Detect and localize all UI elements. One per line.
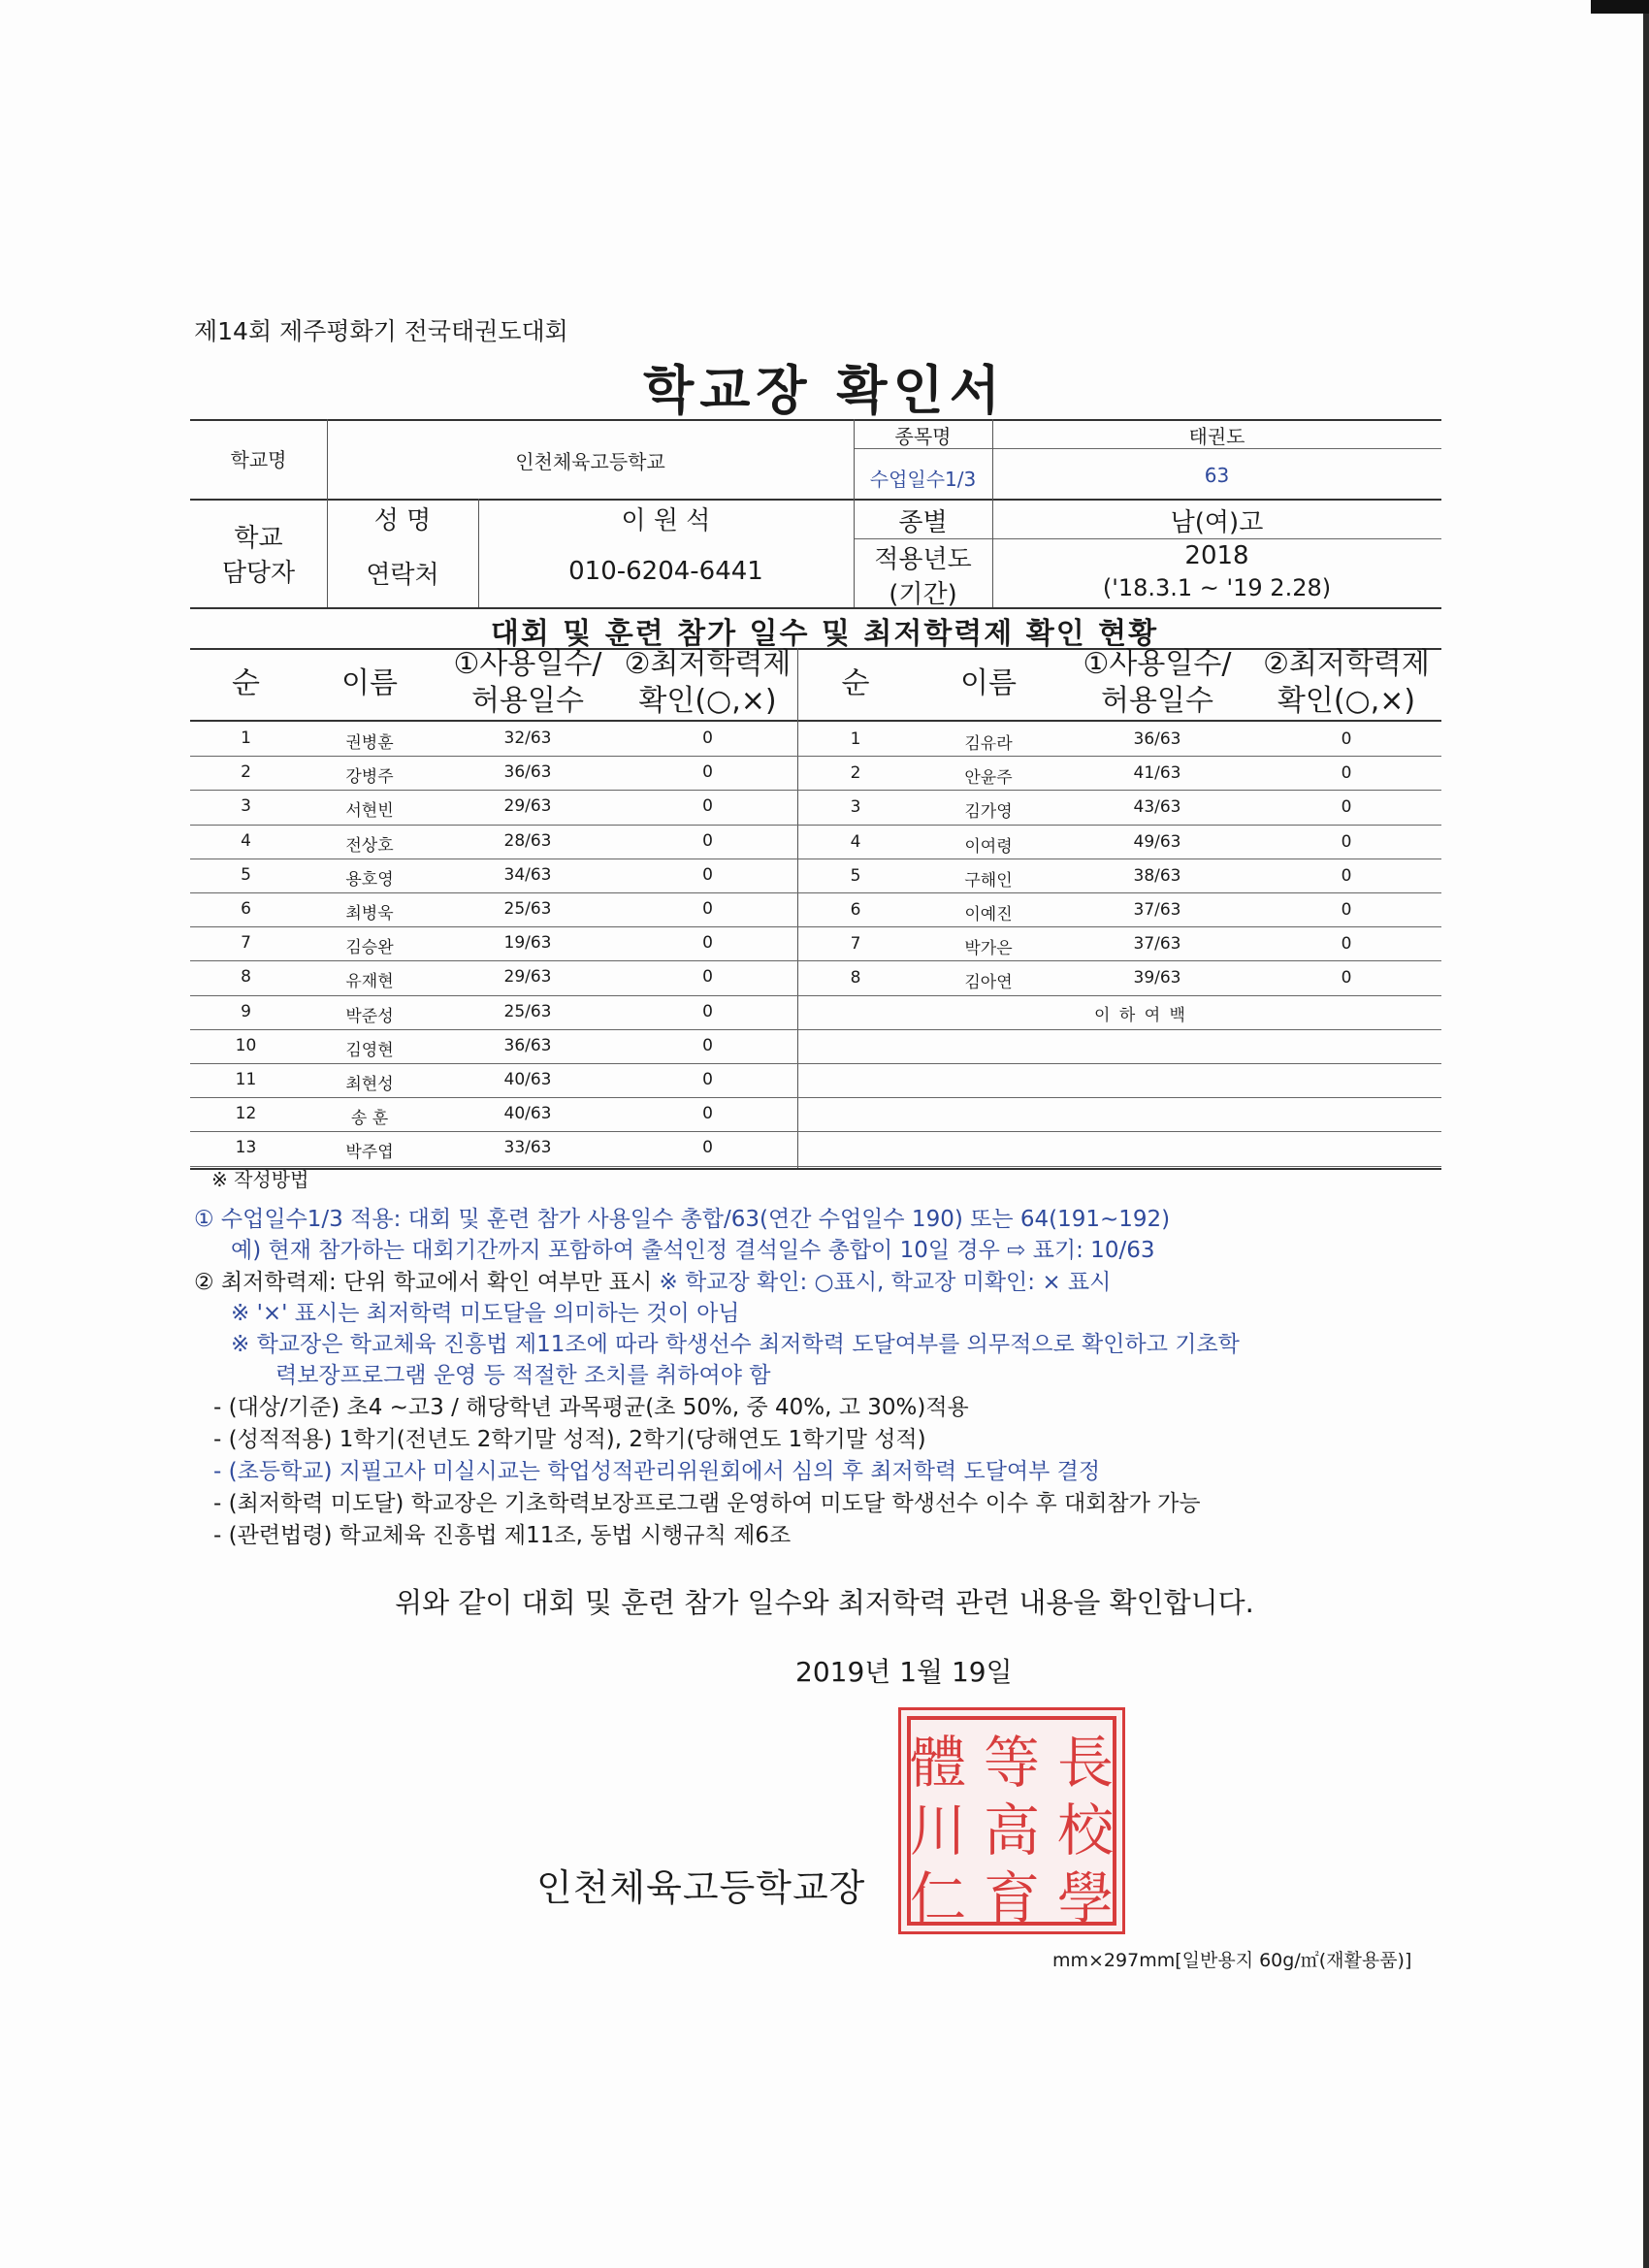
cell-name: 박주엽 xyxy=(345,1143,394,1163)
cell-no: 5 xyxy=(241,864,251,885)
cell-name: 안윤주 xyxy=(964,768,1013,789)
cell-no: 4 xyxy=(241,830,251,851)
note-2a-text: ② 최저학력제: 단위 학교에서 확인 여부만 표시 xyxy=(194,1270,653,1295)
year-label-2: (기간) xyxy=(889,580,957,609)
cell-days: 38/63 xyxy=(1133,865,1181,886)
row-divider xyxy=(190,926,1441,927)
manager-label: 학교 xyxy=(234,524,283,553)
seal-char: 高 xyxy=(983,1798,1041,1863)
cell-check: 0 xyxy=(702,796,713,817)
cell-days: 41/63 xyxy=(1133,763,1181,784)
row-divider xyxy=(190,825,1441,826)
rule xyxy=(190,720,1441,722)
cell-no: 13 xyxy=(235,1138,257,1158)
cell-no: 9 xyxy=(241,1001,251,1021)
col-no-right: 순 xyxy=(841,666,870,700)
name-label: 성 명 xyxy=(373,506,432,535)
col-name-right: 이름 xyxy=(960,666,1017,700)
row-divider xyxy=(190,1097,1441,1098)
cell-name: 구해인 xyxy=(964,870,1013,891)
cell-days: 37/63 xyxy=(1133,900,1181,920)
cell-name: 용호영 xyxy=(345,869,394,890)
cell-days: 36/63 xyxy=(503,1035,552,1055)
scan-edge-top xyxy=(1591,0,1649,14)
row-divider xyxy=(190,1029,1441,1030)
year-value: 2018 xyxy=(1184,541,1249,570)
cell-days: 29/63 xyxy=(503,796,552,817)
seal-char: 育 xyxy=(983,1865,1041,1931)
name-value: 이 원 석 xyxy=(621,506,711,535)
event-name: 제14회 제주평화기 전국태권도대회 xyxy=(194,317,568,345)
cell-days: 36/63 xyxy=(503,762,552,783)
cell-name: 이여령 xyxy=(964,836,1013,857)
cell-days: 43/63 xyxy=(1133,797,1181,818)
seal-char: 長 xyxy=(1056,1730,1115,1796)
confirm-statement: 위와 같이 대회 및 훈련 참가 일수와 최저학력 관련 내용을 확인합니다. xyxy=(395,1586,1254,1619)
note-1a: ① 수업일수1/3 적용: 대회 및 훈련 참가 사용일수 총합/63(연간 수업일수 190) 또는 64(191~192) xyxy=(194,1207,1171,1232)
cell-name: 최현성 xyxy=(345,1075,394,1094)
cell-no: 6 xyxy=(850,900,861,920)
col-days: ①사용일수/ xyxy=(453,647,602,681)
seal-char: 仁 xyxy=(909,1865,967,1931)
cell-days: 37/63 xyxy=(1133,934,1181,955)
row-divider xyxy=(190,995,1441,996)
col-min: ②최저학력제 xyxy=(624,647,792,681)
signer-name: 인천체육고등학교장 xyxy=(536,1866,866,1909)
cell-no: 7 xyxy=(241,933,251,954)
cell-no: 2 xyxy=(241,762,251,783)
seal-graphic xyxy=(901,1710,1122,1931)
col-min-2: 확인(○,×) xyxy=(638,684,777,718)
cell-check: 0 xyxy=(702,729,713,748)
cell-check: 0 xyxy=(1341,865,1352,886)
cell-name: 전상호 xyxy=(345,835,394,856)
paper-spec: mm×297mm[일반용지 60g/㎡(재활용품)] xyxy=(1052,1950,1412,1971)
note-1b: 예) 현재 참가하는 대회기간까지 포함하여 출석인정 결석일수 총합이 10일 경우 ⇨ 표기: 10/63 xyxy=(231,1238,1155,1263)
cell-name: 김승완 xyxy=(345,938,394,958)
cell-check: 0 xyxy=(1341,763,1352,784)
cell-no: 1 xyxy=(850,729,861,749)
cell-days: 34/63 xyxy=(503,864,552,885)
cell-days: 19/63 xyxy=(503,933,552,954)
cell-days: 49/63 xyxy=(1133,831,1181,852)
cell-days: 39/63 xyxy=(1133,968,1181,988)
cell-name: 송 훈 xyxy=(350,1109,389,1129)
col-min-right: ②최저학력제 xyxy=(1263,647,1430,681)
cell-check: 0 xyxy=(702,864,713,885)
cell-check: 0 xyxy=(702,1001,713,1021)
col-min-right-2: 확인(○,×) xyxy=(1277,684,1416,718)
cell-no: 3 xyxy=(241,796,251,817)
cell-check: 0 xyxy=(1341,934,1352,955)
cell-no: 7 xyxy=(850,934,861,955)
cell-no: 6 xyxy=(241,899,251,919)
cell-days: 29/63 xyxy=(503,967,552,988)
row-divider xyxy=(190,1063,1441,1064)
cell-name: 이예진 xyxy=(964,905,1013,924)
school-label: 학교명 xyxy=(230,448,287,471)
cell-days: 28/63 xyxy=(503,830,552,851)
cell-no: 12 xyxy=(235,1104,257,1124)
cell-check: 0 xyxy=(1341,900,1352,920)
row-divider xyxy=(190,790,1441,791)
row-divider xyxy=(190,756,1441,757)
note-2c: ※ 학교장은 학교체육 진흥법 제11조에 따라 학생선수 최저학력 도달여부를 의무적으로 확인하고 기초학 xyxy=(231,1332,1240,1357)
note-2a xyxy=(194,1264,1111,1296)
days-value: 63 xyxy=(1204,464,1230,487)
cell-check: 0 xyxy=(1341,729,1352,749)
cell-name: 박가은 xyxy=(964,939,1013,959)
cell-name: 김아연 xyxy=(964,973,1013,993)
cell-name: 김영현 xyxy=(345,1040,394,1060)
page-title: 학교장 확인서 xyxy=(643,360,1006,421)
cell-name: 강병주 xyxy=(345,767,394,788)
cell-name: 김가영 xyxy=(964,802,1013,823)
cell-name: 박준성 xyxy=(345,1006,394,1026)
cell-name: 김유라 xyxy=(964,734,1013,754)
section-title: 대회 및 훈련 참가 일수 및 최저학력제 확인 현황 xyxy=(490,617,1159,651)
cell-no: 10 xyxy=(235,1035,257,1055)
cell-no: 2 xyxy=(850,763,861,784)
row-divider xyxy=(190,1131,1441,1132)
cell-check: 0 xyxy=(1341,831,1352,852)
seal-char: 校 xyxy=(1056,1798,1115,1863)
cell-days: 40/63 xyxy=(503,1104,552,1124)
cell-check: 0 xyxy=(1341,797,1352,818)
school-value: 인천체육고등학교 xyxy=(515,450,665,473)
cell-check: 0 xyxy=(702,830,713,851)
col-days-2: 허용일수 xyxy=(471,684,584,718)
days-label: 수업일수1/3 xyxy=(869,468,977,491)
cell-no: 8 xyxy=(241,967,251,988)
cell-days: 32/63 xyxy=(503,729,552,748)
cell-check: 0 xyxy=(702,967,713,988)
col-days-right-2: 허용일수 xyxy=(1101,684,1213,718)
cell-no: 1 xyxy=(241,729,251,748)
cell-days: 33/63 xyxy=(503,1138,552,1158)
blank-note: 이 하 여 백 xyxy=(1094,1006,1187,1025)
cell-days: 36/63 xyxy=(1133,729,1181,749)
cell-name: 권병훈 xyxy=(345,733,394,753)
event-label: 종목명 xyxy=(894,425,952,448)
cell-name: 유재현 xyxy=(345,972,394,992)
detail-5: - (관련법령) 학교체육 진흥법 제11조, 동법 시행규칙 제6조 xyxy=(213,1523,792,1548)
notes-heading: ※ 작성방법 xyxy=(211,1168,309,1191)
rule xyxy=(190,1168,1441,1170)
contact-value: 010-6204-6441 xyxy=(568,557,763,586)
year-label: 적용년도 xyxy=(874,545,972,574)
detail-3: - (초등학교) 지필고사 미실시교는 학업성적관리위원회에서 심의 후 최저학력 도달여부 결정 xyxy=(213,1459,1101,1484)
cell-check: 0 xyxy=(702,1104,713,1124)
detail-1: - (대상/기준) 초4 ~고3 / 해당학년 과목평균(초 50%, 중 40%, 고 30%)적용 xyxy=(213,1395,969,1420)
col-name: 이름 xyxy=(341,666,398,700)
cell-check: 0 xyxy=(702,899,713,919)
cell-no: 8 xyxy=(850,968,861,988)
col-days-right: ①사용일수/ xyxy=(1083,647,1232,681)
issue-date: 2019년 1월 19일 xyxy=(795,1656,1013,1688)
row-divider xyxy=(190,960,1441,961)
cell-check: 0 xyxy=(702,1070,713,1089)
period-value: ('18.3.1 ~ '19 2.28) xyxy=(1102,574,1332,601)
type-label: 종별 xyxy=(898,508,948,537)
scan-edge xyxy=(1643,0,1649,2268)
cell-name: 서현빈 xyxy=(345,801,394,822)
cell-check: 0 xyxy=(1341,968,1352,988)
seal-char: 川 xyxy=(909,1798,967,1863)
cell-no: 11 xyxy=(235,1070,257,1089)
seal-char: 學 xyxy=(1056,1865,1115,1931)
detail-4: - (최저학력 미도달) 학교장은 기초학력보장프로그램 운영하여 미도달 학생선수 이수 후 대회참가 가능 xyxy=(213,1491,1201,1516)
cell-check: 0 xyxy=(702,1138,713,1158)
cell-no: 4 xyxy=(850,831,861,852)
row-divider xyxy=(190,1166,1441,1167)
cell-no: 5 xyxy=(850,865,861,886)
cell-check: 0 xyxy=(702,933,713,954)
manager-label-2: 담당자 xyxy=(221,559,296,588)
cell-days: 25/63 xyxy=(503,899,552,919)
official-seal xyxy=(898,1707,1125,1934)
note-2d: 력보장프로그램 운영 등 적절한 조치를 취하여야 함 xyxy=(275,1363,771,1388)
cell-no: 3 xyxy=(850,797,861,818)
type-value: 남(여)고 xyxy=(1170,508,1264,537)
cell-check: 0 xyxy=(702,1035,713,1055)
event-value: 태권도 xyxy=(1188,425,1245,448)
note-2a-blue: ※ 학교장 확인: ○표시, 학교장 미확인: × 표시 xyxy=(659,1270,1112,1295)
contact-label: 연락처 xyxy=(366,561,439,590)
note-2b: ※ '×' 표시는 최저학력 미도달을 의미하는 것이 아님 xyxy=(231,1301,740,1326)
cell-days: 25/63 xyxy=(503,1001,552,1021)
detail-2: - (성적적용) 1학기(전년도 2학기말 성적), 2학기(당해연도 1학기말 성적) xyxy=(213,1427,926,1452)
seal-char: 體 xyxy=(909,1730,967,1796)
seal-char: 等 xyxy=(983,1730,1041,1796)
row-divider xyxy=(190,892,1441,893)
col-no: 순 xyxy=(232,666,260,700)
cell-check: 0 xyxy=(702,762,713,783)
cell-days: 40/63 xyxy=(503,1070,552,1089)
cell-name: 최병욱 xyxy=(345,904,394,923)
